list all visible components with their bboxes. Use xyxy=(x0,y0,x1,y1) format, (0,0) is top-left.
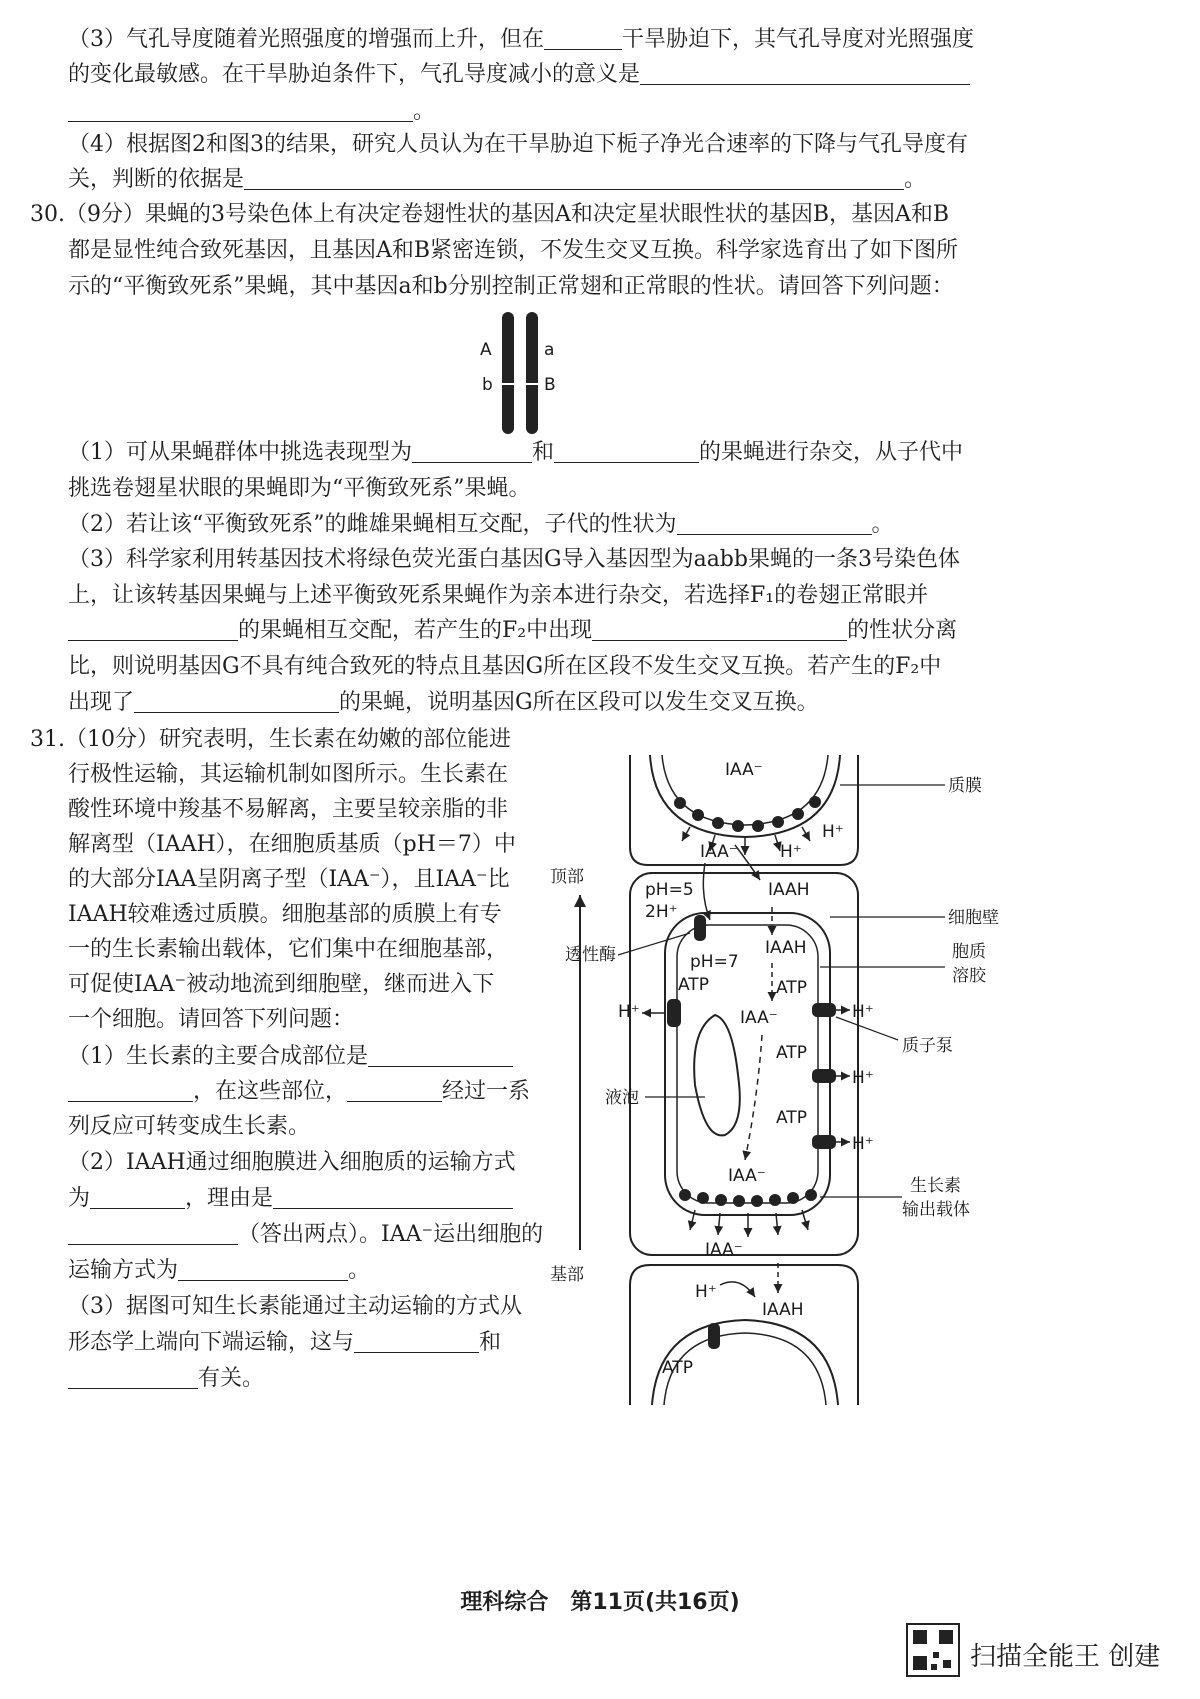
gene-A-label: A xyxy=(480,340,492,360)
upper-iaa-out: IAA⁻ xyxy=(700,842,738,862)
upper-h-out: H⁺ xyxy=(780,842,802,862)
iaah-wall-label: IAAH xyxy=(768,880,810,900)
lower-atp-label: ATP xyxy=(662,1358,693,1378)
left-proton-pump xyxy=(667,999,681,1027)
q30-p3-line2: 上，让该转基因果蝇与上述平衡致死系果蝇作为亲本进行杂交，若选择F₁的卷翅正常眼并 xyxy=(68,583,929,608)
vacuole-label: 液泡 xyxy=(605,1088,639,1108)
auxin-transport-diagram xyxy=(540,745,1020,1410)
permease-carrier xyxy=(694,915,706,941)
q31-line3: 酸性环境中羧基不易解离，主要呈较亲脂的非 xyxy=(68,797,509,822)
gene-B-label: B xyxy=(544,375,556,395)
q30-p3-line1: （3）科学家利用转基因技术将绿色荧光蛋白基因G导入基因型为aabb果蝇的一条3号染色体 xyxy=(68,547,960,572)
answer-blank[interactable] xyxy=(347,1079,442,1102)
q29-p4-line1: （4）根据图2和图3的结果，研究人员认为在干旱胁迫下栀子净光合速率的下降与气孔导度有 xyxy=(68,132,968,157)
two-h-label: 2H⁺ xyxy=(645,902,678,922)
answer-blank[interactable] xyxy=(68,1222,238,1245)
answer-blank[interactable] xyxy=(412,440,532,463)
answer-blank[interactable] xyxy=(68,1079,193,1102)
q30-p3-line5: 出现了 的果蝇，说明基因G所在区段可以发生交叉互换。 xyxy=(68,690,819,715)
q30-p1-line1: （1）可从果蝇群体中挑选表现型为 和 的果蝇进行杂交，从子代中 xyxy=(68,440,964,465)
right-atp-3: ATP xyxy=(776,1108,807,1128)
cell-wall-label: 细胞壁 xyxy=(948,908,999,928)
q30-p2-line: （2）若让该“平衡致死系”的雌雄果蝇相互交配，子代的性状为 。 xyxy=(68,512,894,537)
q31-line4: 解离型（IAAH），在细胞质基质（pH＝7）中 xyxy=(68,832,516,857)
q29-p4-line2: 关，判断的依据是 。 xyxy=(68,167,927,192)
q31-p1-line1: （1）生长素的主要合成部位是 xyxy=(68,1042,513,1072)
page-footer: 理科综合 第11页(共16页) xyxy=(460,1590,740,1615)
q29-p3-line1: （3）气孔导度随着光照强度的增强而上升，但在 干旱胁迫下，其气孔导度对光照强度 xyxy=(68,27,975,52)
bottom-label: 基部 xyxy=(550,1265,584,1285)
q31-p2-line4: 运输方式为 。 xyxy=(68,1258,371,1283)
answer-blank[interactable] xyxy=(554,440,699,463)
q31-p1-line3: 列反应可转变成生长素。 xyxy=(68,1114,311,1139)
lower-permease xyxy=(708,1323,720,1349)
gene-a-label: a xyxy=(544,340,555,360)
answer-blank[interactable] xyxy=(677,512,872,535)
q31-line8: 可促使IAA⁻被动地流到细胞壁，继而进入下 xyxy=(68,972,495,997)
lower-iaa-out: IAA⁻ xyxy=(705,1240,743,1260)
answer-blank[interactable] xyxy=(354,1330,479,1353)
iaah-cyto-label: IAAH xyxy=(765,938,807,958)
q31-line5: 的大部分IAA呈阴离子型（IAA⁻），且IAA⁻比 xyxy=(68,867,510,892)
lower-iaa-in: IAA⁻ xyxy=(728,1166,766,1186)
q30-line3: 示的“平衡致死系”果蝇，其中基因a和b分别控制正常翅和正常眼的性状。请回答下列问题： xyxy=(68,274,954,299)
left-h-label: H⁺ xyxy=(618,1002,640,1022)
answer-blank[interactable] xyxy=(68,618,238,641)
q30-line1: 30.（9分）果蝇的3号染色体上有决定卷翅性状的基因A和决定星状眼性状的基因B，基因A和B xyxy=(30,202,950,227)
top-label: 顶部 xyxy=(550,867,584,887)
gene-b-label: b xyxy=(482,375,493,395)
q31-p3-line3: 有关。 xyxy=(68,1364,264,1394)
vacuole xyxy=(694,1015,740,1135)
answer-blank[interactable] xyxy=(273,1186,513,1209)
q31-p3-line1: （3）据图可知生长素能通过主动运输的方式从 xyxy=(68,1294,522,1319)
answer-blank[interactable] xyxy=(178,1258,348,1281)
right-atp-2: ATP xyxy=(776,1043,807,1063)
right-h-2: H⁺ xyxy=(852,1068,874,1088)
answer-blank[interactable] xyxy=(592,618,847,641)
scanner-stamp-text: 扫描全能王 创建 xyxy=(970,1642,1161,1672)
q31-line1: 31.（10分）研究表明，生长素在幼嫩的部位能进 xyxy=(30,727,511,752)
answer-blank[interactable] xyxy=(68,1366,198,1389)
chromosome-diagram xyxy=(470,310,580,440)
right-h-1: H⁺ xyxy=(852,1002,874,1022)
answer-blank[interactable] xyxy=(244,167,904,190)
proton-pump-label: 质子泵 xyxy=(902,1036,953,1056)
q31-p1-line2: ，在这些部位， 经过一系 xyxy=(68,1077,530,1107)
upper-iaa-label: IAA⁻ xyxy=(725,760,763,780)
q31-p2-line3: （答出两点）。IAA⁻运出细胞的 xyxy=(68,1220,543,1250)
answer-blank[interactable] xyxy=(640,62,970,85)
q29-p3-line2: 的变化最敏感。在干旱胁迫条件下，气孔导度减小的意义是 xyxy=(68,60,970,90)
left-atp-label: ATP xyxy=(678,975,709,995)
q31-p2-line2: 为 ，理由是 xyxy=(68,1184,513,1214)
q30-p1-line2: 挑选卷翅星状眼的果蝇即为“平衡致死系”果蝇。 xyxy=(68,476,531,501)
q31-line6: IAAH较难透过质膜。细胞基部的质膜上有专 xyxy=(68,902,502,927)
right-proton-pumps xyxy=(812,1003,836,1149)
lower-h-label: H⁺ xyxy=(695,1282,717,1302)
chromosome-right xyxy=(526,312,538,434)
permease-label: 透性酶 xyxy=(565,945,616,965)
q31-line7: 一的生长素输出载体，它们集中在细胞基部， xyxy=(68,937,509,962)
q29-p3-line3: 。 xyxy=(68,97,435,127)
q30-p3-line4: 比，则说明基因G不具有纯合致死的特点且基因G所在区段不发生交叉互换。若产生的F₂中 xyxy=(68,654,942,679)
right-atp-1: ATP xyxy=(776,978,807,998)
q31-p3-line2: 形态学上端向下端运输，这与 和 xyxy=(68,1330,502,1355)
iaa-cyto-label: IAA⁻ xyxy=(740,1008,778,1028)
q31-line2: 行极性运输，其运输机制如图所示。生长素在 xyxy=(68,762,509,787)
cytosol-label-1: 胞质 xyxy=(952,942,986,962)
answer-blank[interactable] xyxy=(544,27,622,50)
exporter-label-1: 生长素 xyxy=(910,1176,961,1196)
ph5-label: pH=5 xyxy=(645,880,694,900)
right-h-3: H⁺ xyxy=(852,1134,874,1154)
q31-p2-line1: （2）IAAH通过细胞膜进入细胞质的运输方式 xyxy=(68,1150,516,1175)
exporter-label-2: 输出载体 xyxy=(902,1200,970,1220)
answer-blank[interactable] xyxy=(90,1186,185,1209)
cytosol-label-2: 溶胶 xyxy=(952,966,986,986)
lower-exporter-dots xyxy=(679,1189,817,1207)
membrane-label: 质膜 xyxy=(948,776,982,796)
lower-iaah-label: IAAH xyxy=(762,1300,804,1320)
answer-blank[interactable] xyxy=(368,1044,513,1067)
answer-blank[interactable] xyxy=(68,99,413,122)
upper-h-label: H⁺ xyxy=(822,822,844,842)
chromosome-left xyxy=(502,312,514,434)
q30-line2: 都是显性纯合致死基因，且基因A和B紧密连锁，不发生交叉互换。科学家选育出了如下图所 xyxy=(68,238,959,263)
q30-p3-line3: 的果蝇相互交配，若产生的F₂中出现 的性状分离 xyxy=(68,616,957,646)
answer-blank[interactable] xyxy=(134,690,339,713)
q31-line9: 一个细胞。请回答下列问题： xyxy=(68,1007,355,1032)
ph7-label: pH=7 xyxy=(690,952,739,972)
